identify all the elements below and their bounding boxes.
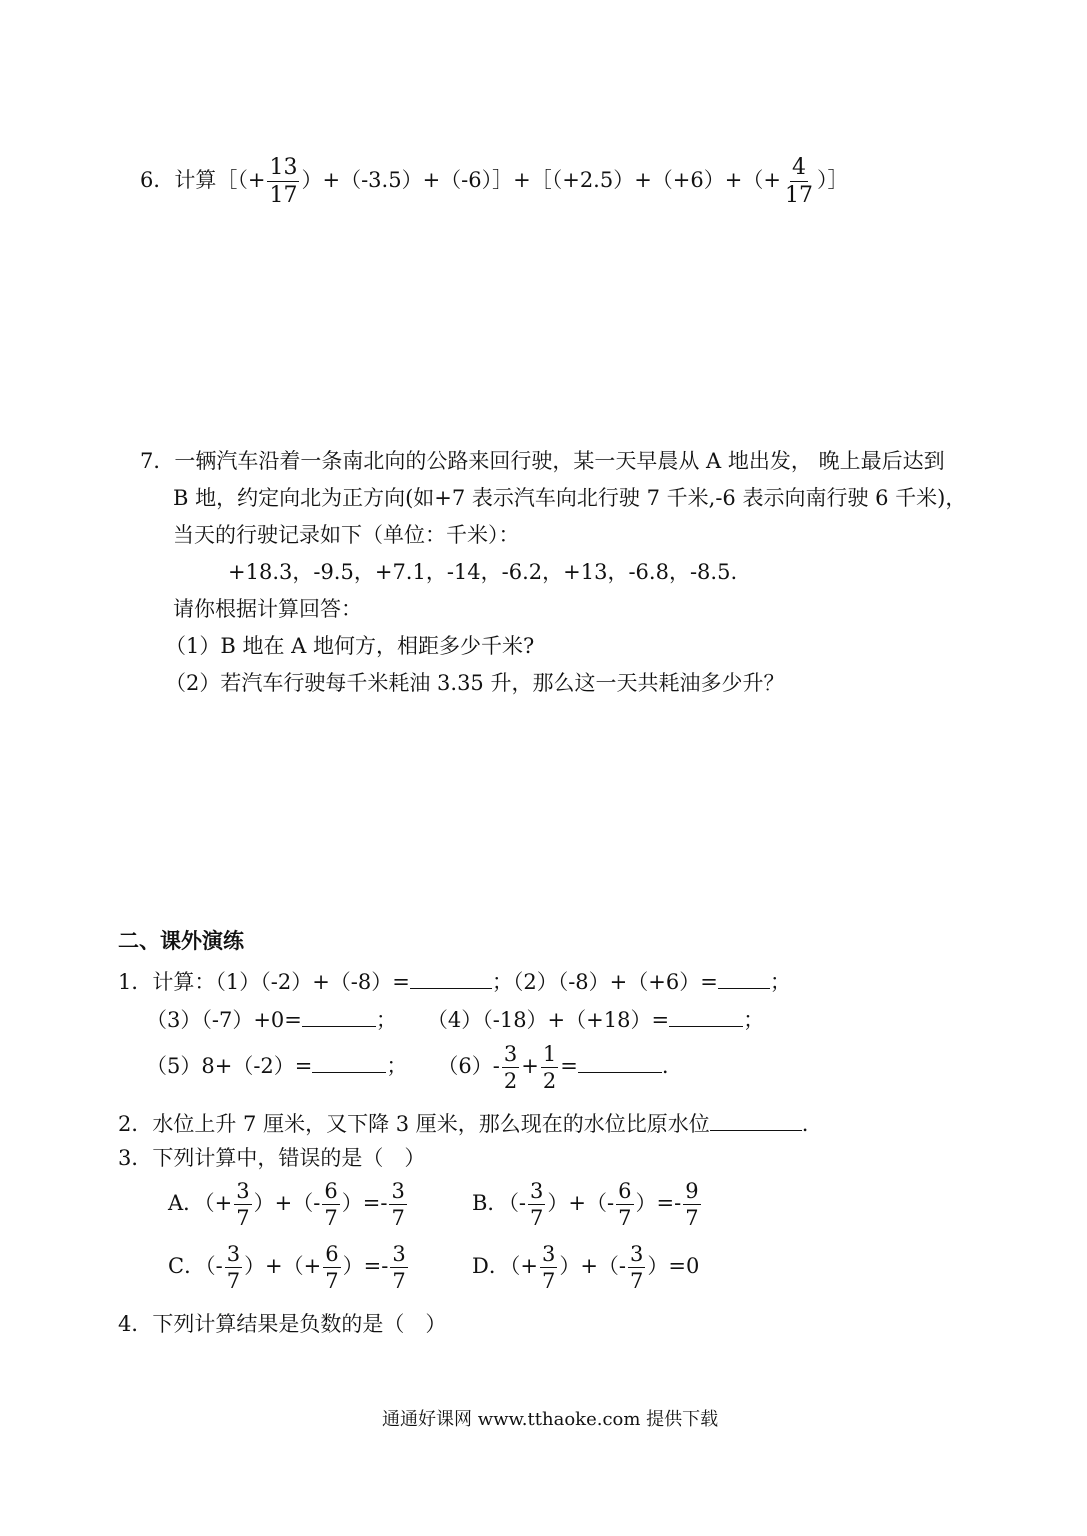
exercise-1-line-1: 1．计算：（1）（-2）+（-8）= ；（2）（-8）+（+6）= ； bbox=[118, 970, 791, 994]
option-label: A． bbox=[168, 1191, 205, 1216]
question-6 bbox=[140, 156, 848, 207]
answer-blank[interactable] bbox=[718, 970, 770, 989]
fraction: $\frac{3}{7}$ bbox=[392, 1242, 406, 1294]
exercise-2: 2．水位上升 7 厘米，又下降 3 厘米，那么现在的水位比原水位 . bbox=[118, 1112, 809, 1136]
option-label: B． bbox=[472, 1191, 509, 1216]
fraction: $\frac{3}{7}$ bbox=[226, 1242, 241, 1294]
expression-text: ）］ bbox=[816, 168, 849, 193]
fraction: $\frac{3}{7}$ bbox=[530, 1179, 544, 1231]
question-number: 1． bbox=[118, 970, 153, 994]
fraction: $\frac{3}{7}$ bbox=[630, 1242, 644, 1294]
option-c[interactable]: C．（- $\frac{3}{7}$ ）+（+ $\frac{6}{7}$ ）=- $\frac{3}{7}$ bbox=[168, 1242, 406, 1294]
option-b[interactable]: B．（- $\frac{3}{7}$ ）+（- $\frac{6}{7}$ ）=- $\frac{9}{7}$ bbox=[472, 1179, 699, 1231]
question-7-sub-2: （2）若汽车行驶每千米耗油 3.35 升，那么这一天共耗油多少升？ bbox=[165, 671, 785, 695]
option-label: D． bbox=[472, 1254, 510, 1279]
question-7-line-2: B 地，约定向北为正方向(如+7 表示汽车向北行驶 7 千米,-6 表示向南行驶 6 千米)， bbox=[173, 486, 967, 510]
option-a[interactable]: A．（+ $\frac{3}{7}$ ）+（- $\frac{6}{7}$ ）=- $\frac{3}{7}$ bbox=[168, 1179, 405, 1231]
fraction: $\frac{6}{7}$ bbox=[618, 1179, 632, 1231]
exercise-1-line-2: （3）（-7）+0= ； （4）（-18）+（+18）= ； bbox=[146, 1008, 765, 1032]
fraction: $\frac{13}{17}$ bbox=[269, 155, 298, 209]
expression-text: ）+（-3.5）+（-6）］+［（+2.5）+（+6）+（+ bbox=[301, 168, 781, 193]
fraction: $\frac{1}{2}$ bbox=[542, 1042, 557, 1094]
answer-blank[interactable] bbox=[710, 1112, 802, 1131]
exercise-4: 4．下列计算结果是负数的是（ ） bbox=[118, 1312, 447, 1336]
exercise-3: 3．下列计算中，错误的是（ ） bbox=[118, 1146, 426, 1170]
question-7-sub-1: （1）B 地在 A 地何方，相距多少千米? bbox=[165, 634, 535, 658]
fraction: $\frac{3}{2}$ bbox=[503, 1042, 518, 1094]
answer-blank[interactable] bbox=[410, 970, 492, 989]
fraction: $\frac{6}{7}$ bbox=[325, 1242, 339, 1294]
option-label: C． bbox=[168, 1254, 206, 1279]
expression-text: 计算［（+ bbox=[174, 168, 266, 193]
answer-blank[interactable] bbox=[302, 1008, 376, 1027]
option-d[interactable]: D．（+ $\frac{3}{7}$ ）+（- $\frac{3}{7}$ ）=0 bbox=[472, 1242, 700, 1294]
exercise-1-line-3: （5）8+（-2）= ； （6）- $\frac{3}{2}$ + $\frac{1}{2}$ = . bbox=[146, 1042, 669, 1094]
page-footer: 通通好课网 www.tthaoke.com 提供下载 bbox=[382, 1409, 719, 1430]
question-7-prompt: 请你根据计算回答： bbox=[173, 597, 362, 621]
driving-record: +18.3，-9.5，+7.1，-14，-6.2，+13，-6.8，-8.5. bbox=[228, 560, 738, 584]
fraction: $\frac{6}{7}$ bbox=[324, 1179, 338, 1231]
answer-blank[interactable] bbox=[578, 1054, 662, 1073]
question-number: 6． bbox=[140, 168, 175, 193]
question-7-line-1: 7．一辆汽车沿着一条南北向的公路来回行驶，某一天早晨从 A 地出发， 晚上最后达到 bbox=[140, 449, 945, 473]
fraction: $\frac{9}{7}$ bbox=[685, 1179, 699, 1231]
question-number: 4． bbox=[118, 1312, 153, 1336]
question-number: 7． bbox=[140, 449, 175, 473]
fraction: $\frac{3}{7}$ bbox=[391, 1179, 405, 1231]
question-number: 2． bbox=[118, 1112, 153, 1136]
question-number: 3． bbox=[118, 1146, 153, 1170]
question-7-line-3: 当天的行驶记录如下（单位：千米）： bbox=[173, 523, 520, 547]
fraction: $\frac{3}{7}$ bbox=[236, 1179, 250, 1231]
answer-blank[interactable] bbox=[669, 1008, 743, 1027]
fraction: $\frac{3}{7}$ bbox=[541, 1242, 556, 1294]
fraction: $\frac{4}{17}$ bbox=[784, 155, 813, 209]
answer-blank[interactable] bbox=[312, 1054, 386, 1073]
section-heading: 二、课外演练 bbox=[118, 929, 244, 953]
